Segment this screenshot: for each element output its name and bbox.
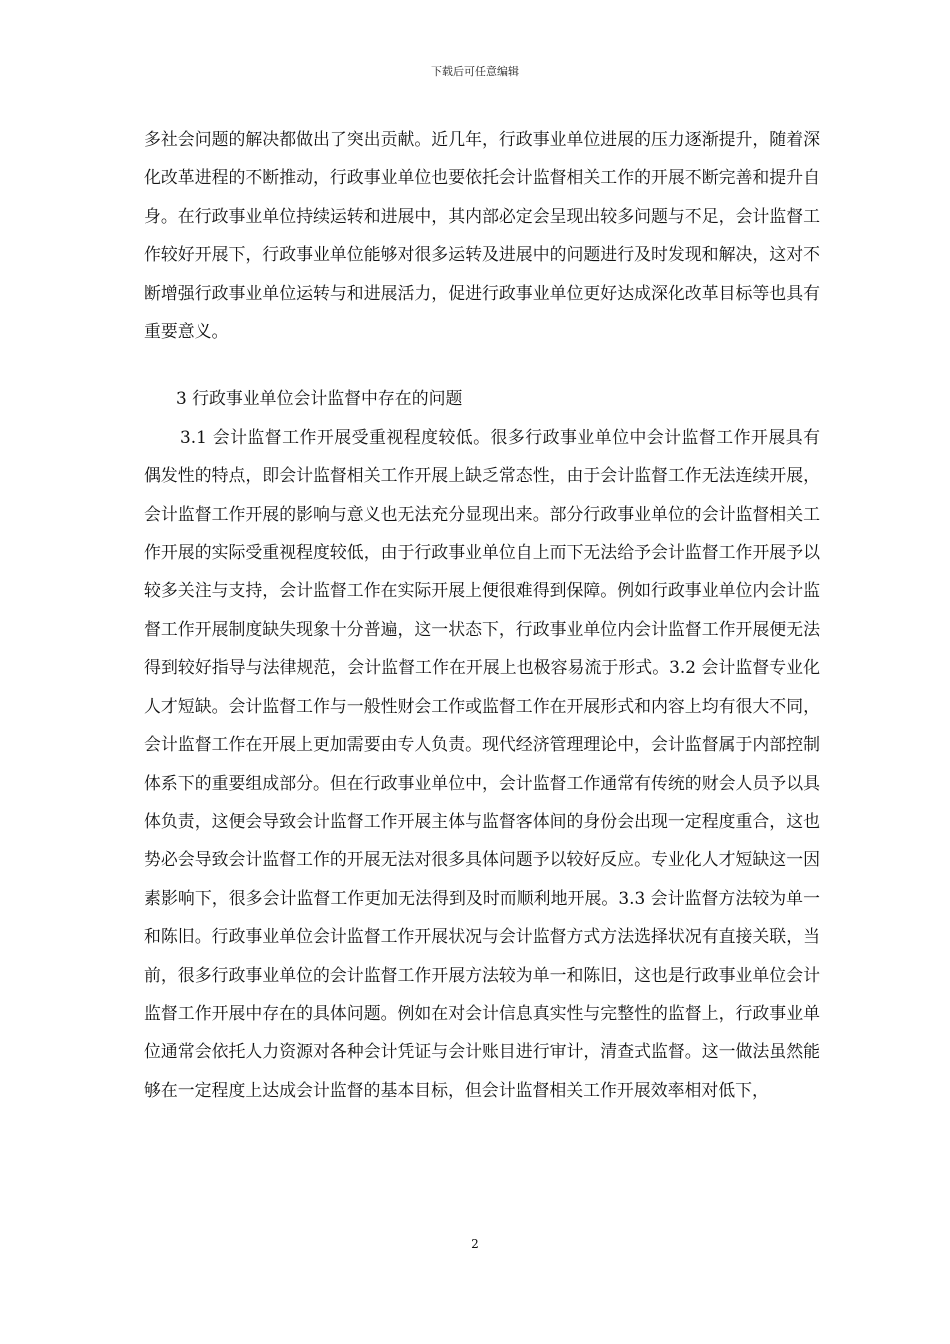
body-paragraph-issues: 3.1 会计监督工作开展受重视程度较低。很多行政事业单位中会计监督工作开展具有偶发性的特点，即会计监督相关工作开展上缺乏常态性，由于会计监督工作无法连续开展，会计监督工作开展的影响与意义也无法充分显现出来。部分行政事业单位的会计监督相关工作开展的实际受重视程度较低，由于行政事业单位自上而下无法给予会计监督工作开展予以较多关注与支持，会计监督工作在实际开展上便很难得到保障。例如行政事业单位内会计监督工作开展制度缺失现象十分普遍，这一状态下，行政事业单位内会计监督工作开展便无法得到较好指导与法律规范，会计监督工作在开展上也极容易流于形式。3.2 会计监督专业化人才短缺。会计监督工作与一般性财会工作或监督工作在开展形式和内容上均有很大不同，会计监督工作在开展上更加需要由专人负责。现代经济管理理论中，会计监督属于内部控制体系下的重要组成部分。但在行政事业单位中，会计监督工作通常有传统的财会人员予以具体负责，这便会导致会计监督工作开展主体与监督客体间的身份会出现一定程度重合，这也势必会导致会计监督工作的开展无法对很多具体问题予以较好反应。专业化人才短缺这一因素影响下，很多会计监督工作更加无法得到及时而顺利地开展。3.3 会计监督方法较为单一和陈旧。行政事业单位会计监督工作开展状况与会计监督方式方法选择状况有直接关联，当前，很多行政事业单位的会计监督工作开展方法较为单一和陈旧，这也是行政事业单位会计监督工作开展中存在的具体问题。例如在对会计信息真实性与完整性的监督上，行政事业单位通常会依托人力资源对各种会计凭证与会计账目进行审计，清查式监督。这一做法虽然能够在一定程度上达成会计监督的基本目标，但会计监督相关工作开展效率相对低下，	[144, 426, 820, 1100]
page-number: 2	[471, 1237, 479, 1251]
section-heading: 3 行政事业单位会计监督中存在的问题	[176, 388, 463, 409]
document-body	[144, 120, 820, 1109]
body-paragraph-continued: 多社会问题的解决都做出了突出贡献。近几年，行政事业单位进展的压力逐渐提升，随着深化改革进程的不断推动，行政事业单位也要依托会计监督相关工作的开展不断完善和提升自身。在行政事业单位持续运转和进展中，其内部必定会呈现出较多问题与不足，会计监督工作较好开展下，行政事业单位能够对很多运转及进展中的问题进行及时发现和解决，这对不断增强行政事业单位运转与和进展活力，促进行政事业单位更好达成深化改革目标等也具有重要意义。	[144, 129, 820, 342]
page-header-note: 下载后可任意编辑	[431, 65, 519, 78]
